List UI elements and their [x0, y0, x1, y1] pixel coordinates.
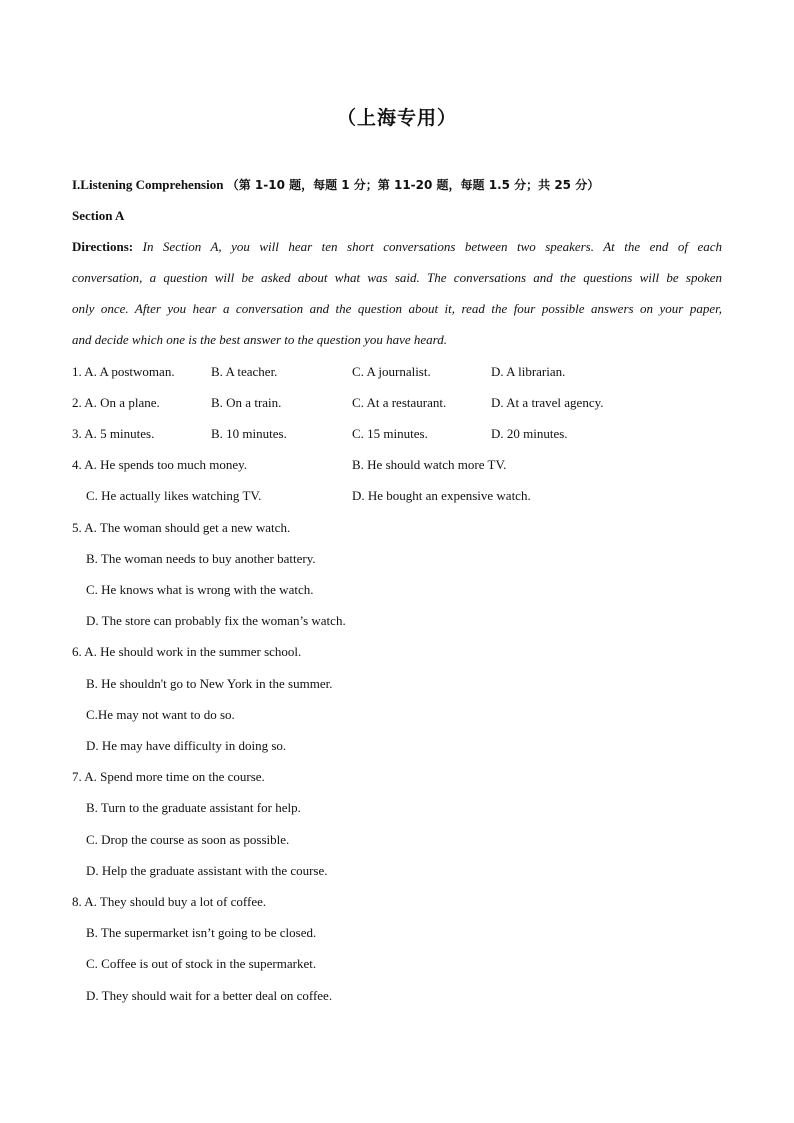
directions-line-1	[72, 239, 722, 255]
q7-option-b: B. Turn to the graduate assistant for help.	[86, 800, 301, 815]
part-label: I.Listening Comprehension	[72, 177, 224, 192]
part-heading	[72, 177, 599, 193]
q7-option-a: 7. A. Spend more time on the course.	[72, 769, 265, 784]
page-title: （上海专用）	[336, 107, 457, 129]
q8-option-b: B. The supermarket isn’t going to be closed.	[86, 925, 317, 940]
directions-line-4: and decide which one is the best answer to the question you have heard.	[72, 332, 448, 347]
part-scoring: （第 1-10 题，每题 1 分；第 11-20 题，每题 1.5 分；共 25 分）	[226, 178, 600, 192]
q2-option-b: B. On a train.	[211, 395, 282, 410]
q5-option-b: B. The woman needs to buy another battery.	[86, 551, 316, 566]
q7-option-d: D. Help the graduate assistant with the course.	[86, 863, 328, 878]
q3-option-a: 3. A. 5 minutes.	[72, 426, 155, 441]
q8-option-d: D. They should wait for a better deal on coffee.	[86, 988, 333, 1003]
q1-option-c: C. A journalist.	[352, 364, 431, 379]
directions-text-1: In Section A, you will hear ten short conversations between two speakers. At the end of each	[142, 239, 722, 254]
q4-option-d: D. He bought an expensive watch.	[352, 488, 531, 503]
q4-option-b: B. He should watch more TV.	[352, 457, 507, 472]
q1-option-b: B. A teacher.	[211, 364, 278, 379]
q6-option-c: C.He may not want to do so.	[86, 707, 235, 722]
q6-option-d: D. He may have difficulty in doing so.	[86, 738, 287, 753]
q1-option-a: 1. A. A postwoman.	[72, 364, 175, 379]
directions-line-3: only once. After you hear a conversation and the question about it, read the four possible answers on your paper,	[72, 301, 722, 316]
q1-option-d: D. A librarian.	[491, 364, 566, 379]
q6-option-a: 6. A. He should work in the summer school.	[72, 644, 302, 659]
q4-option-c: C. He actually likes watching TV.	[86, 488, 262, 503]
section-heading: Section A	[72, 208, 125, 223]
q2-option-d: D. At a travel agency.	[491, 395, 604, 410]
q4-option-a: 4. A. He spends too much money.	[72, 457, 247, 472]
q3-option-c: C. 15 minutes.	[352, 426, 428, 441]
q6-option-b: B. He shouldn't go to New York in the summer.	[86, 676, 333, 691]
q7-option-c: C. Drop the course as soon as possible.	[86, 832, 290, 847]
q8-option-c: C. Coffee is out of stock in the supermarket.	[86, 956, 317, 971]
q8-option-a: 8. A. They should buy a lot of coffee.	[72, 894, 267, 909]
q5-option-d: D. The store can probably fix the woman’s watch.	[86, 613, 346, 628]
directions-line-2: conversation, a question will be asked about what was said. The conversations and the questions will be spoken	[72, 270, 722, 285]
q3-option-b: B. 10 minutes.	[211, 426, 287, 441]
q2-option-c: C. At a restaurant.	[352, 395, 447, 410]
q5-option-a: 5. A. The woman should get a new watch.	[72, 520, 291, 535]
directions-label: Directions:	[72, 239, 134, 254]
q3-option-d: D. 20 minutes.	[491, 426, 568, 441]
q2-option-a: 2. A. On a plane.	[72, 395, 160, 410]
q5-option-c: C. He knows what is wrong with the watch.	[86, 582, 314, 597]
